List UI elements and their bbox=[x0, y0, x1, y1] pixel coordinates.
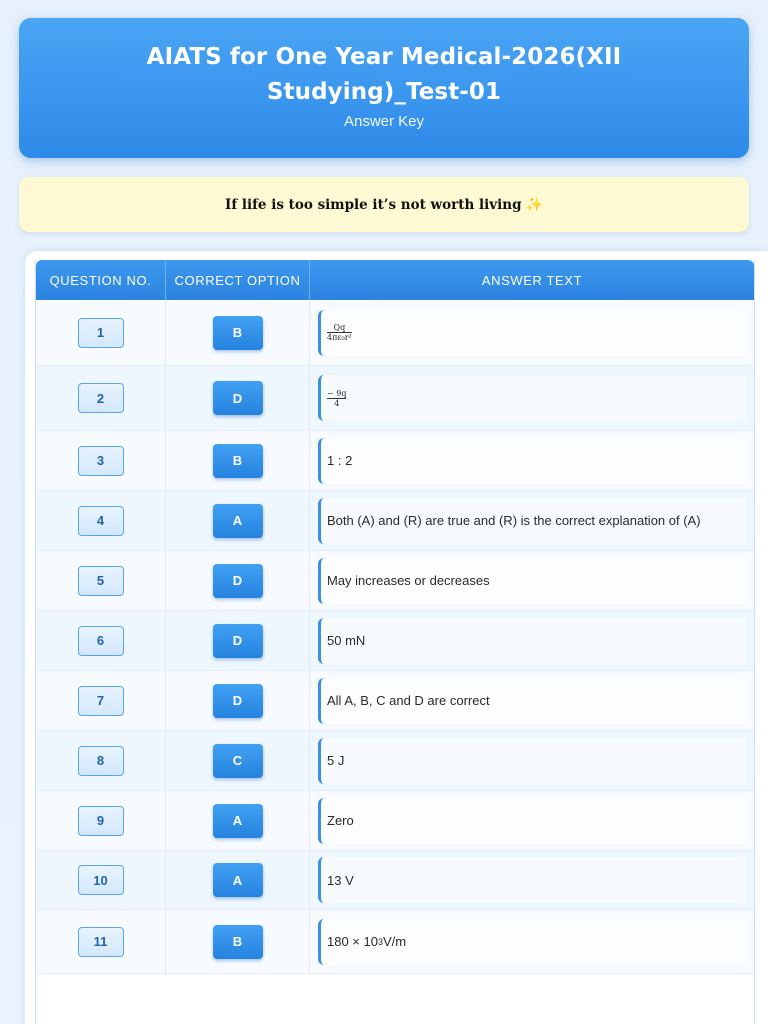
answer-text-exponent: 3 bbox=[377, 936, 383, 947]
answer-text bbox=[318, 919, 746, 965]
table-header bbox=[36, 260, 754, 300]
fraction-numerator: − 9q bbox=[327, 388, 347, 398]
question-number-badge: 4 bbox=[78, 506, 124, 536]
question-number-badge: 9 bbox=[78, 806, 124, 836]
column-header-answer: ANSWER TEXT bbox=[481, 272, 583, 288]
answer-text bbox=[318, 375, 746, 421]
answer-text: All A, B, C and D are correct bbox=[318, 678, 746, 724]
sparkle-icon: ✨ bbox=[525, 196, 543, 213]
correct-option-badge: A bbox=[213, 804, 263, 838]
question-number-badge: 7 bbox=[78, 686, 124, 716]
answer-text: 13 V bbox=[318, 857, 746, 903]
answer-text-unit: V/m bbox=[382, 934, 407, 949]
table-row bbox=[36, 611, 754, 671]
answer-text bbox=[318, 310, 746, 356]
quote-banner bbox=[19, 177, 749, 232]
question-number-badge: 2 bbox=[78, 383, 124, 413]
table-row bbox=[36, 366, 754, 431]
question-number-badge: 1 bbox=[78, 318, 124, 348]
question-number-badge: 5 bbox=[78, 566, 124, 596]
answer-text-base: 180 × 10 bbox=[327, 934, 378, 949]
table-body bbox=[36, 300, 754, 974]
question-number-badge: 3 bbox=[78, 446, 124, 476]
header-banner bbox=[19, 18, 749, 158]
table-row bbox=[36, 300, 754, 366]
table-row bbox=[36, 910, 754, 974]
correct-option-badge: B bbox=[213, 444, 263, 478]
answer-text: 1 : 2 bbox=[318, 438, 746, 484]
page-subtitle: Answer Key bbox=[343, 113, 425, 130]
answer-text: May increases or decreases bbox=[318, 558, 746, 604]
table-row bbox=[36, 491, 754, 551]
correct-option-badge: D bbox=[213, 684, 263, 718]
question-number-badge: 6 bbox=[78, 626, 124, 656]
table-row bbox=[36, 551, 754, 611]
correct-option-badge: B bbox=[213, 925, 263, 959]
fraction-denominator: 4 bbox=[334, 398, 340, 408]
correct-option-badge: B bbox=[213, 316, 263, 350]
question-number-badge: 11 bbox=[78, 927, 124, 957]
table-row bbox=[36, 731, 754, 791]
table-row bbox=[36, 671, 754, 731]
table-row bbox=[36, 851, 754, 910]
column-header-option: CORRECT OPTION bbox=[166, 260, 310, 300]
answer-text: 50 mN bbox=[318, 618, 746, 664]
table-row bbox=[36, 791, 754, 851]
quote-text: If life is too simple it’s not worth living bbox=[225, 196, 522, 213]
fraction-denominator: 4πε₀r² bbox=[327, 333, 352, 342]
answer-text: Zero bbox=[318, 798, 746, 844]
answer-text: Both (A) and (R) are true and (R) is the correct explanation of (A) bbox=[318, 498, 746, 544]
correct-option-badge: A bbox=[213, 504, 263, 538]
answer-table bbox=[35, 260, 755, 1024]
column-header-question: QUESTION NO. bbox=[36, 260, 166, 300]
correct-option-badge: C bbox=[213, 744, 263, 778]
correct-option-badge: D bbox=[213, 624, 263, 658]
table-row bbox=[36, 431, 754, 491]
correct-option-badge: D bbox=[213, 381, 263, 415]
correct-option-badge: A bbox=[213, 863, 263, 897]
fraction-numerator: Qq bbox=[333, 323, 346, 332]
correct-option-badge: D bbox=[213, 564, 263, 598]
page-title: AIATS for One Year Medical-2026(XII Studying)_Test-01 bbox=[146, 44, 622, 105]
question-number-badge: 8 bbox=[78, 746, 124, 776]
answer-text: 5 J bbox=[318, 738, 746, 784]
question-number-badge: 10 bbox=[78, 865, 124, 895]
